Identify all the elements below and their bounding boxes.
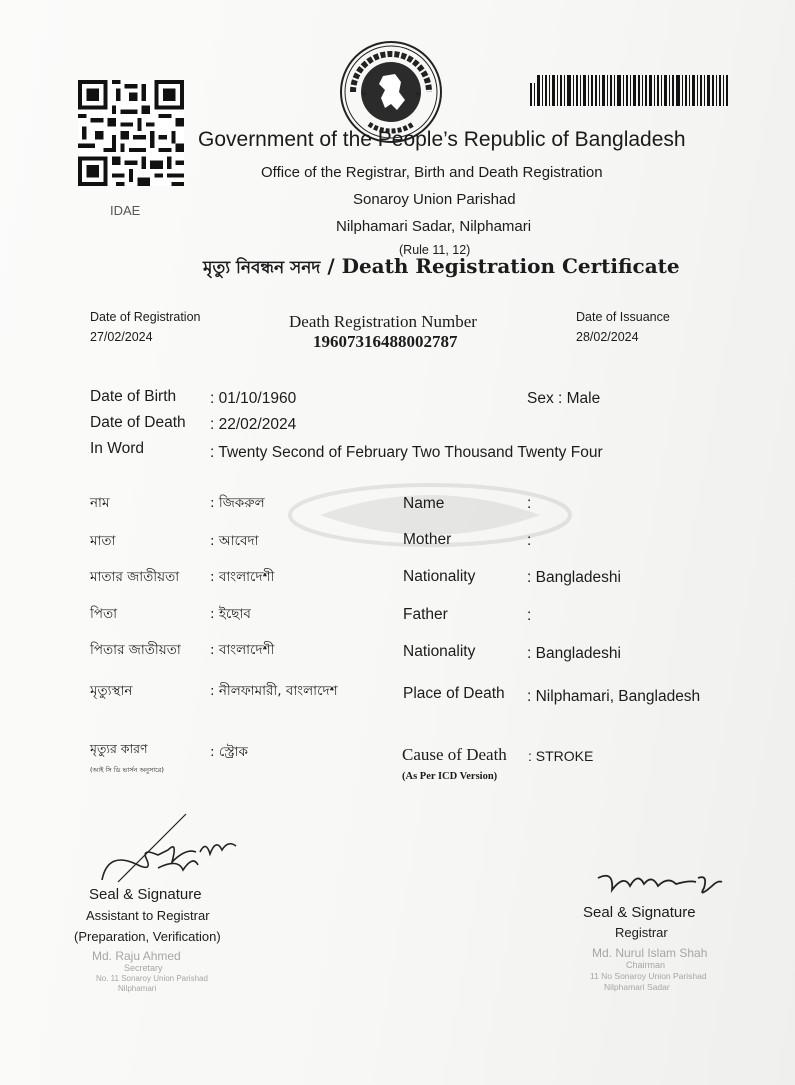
dob-label: Date of Birth xyxy=(90,388,177,405)
father-nationality-bn-label: পিতার জাতীয়তা xyxy=(90,642,181,658)
svg-text:★: ★ xyxy=(415,90,422,98)
qr-label: IDAE xyxy=(110,203,141,218)
name-en-value: : xyxy=(527,495,532,512)
left-stamp-name: Md. Raju Ahmed xyxy=(92,949,181,963)
right-stamp-title: Chairman xyxy=(626,960,666,970)
mother-nationality-en-value: : Bangladeshi xyxy=(527,569,621,586)
assistant-signature-icon xyxy=(98,810,248,888)
date-of-registration-label: Date of Registration xyxy=(90,310,201,324)
left-stamp-place: Nilphamari xyxy=(118,984,157,993)
date-of-issuance-label: Date of Issuance xyxy=(576,310,670,324)
place-of-death-bn-value: : নীলফামারী, বাংলাদেশ xyxy=(210,683,338,699)
registrar-signature-icon xyxy=(594,864,726,902)
cause-bn-label: মৃত্যুর কারণ xyxy=(90,741,148,756)
certificate-title-bn: মৃত্যু নিবন্ধন সনদ xyxy=(203,258,321,278)
mother-bn-label: মাতা xyxy=(90,533,116,549)
place-of-death-bn-label: মৃত্যুস্থান xyxy=(90,683,133,699)
mother-bn-value: : আবেদা xyxy=(210,533,259,549)
mother-nationality-en-label: Nationality xyxy=(403,568,476,585)
office-title: Office of the Registrar, Birth and Death Registration xyxy=(261,164,603,181)
name-bn-label: নাম xyxy=(90,495,110,511)
mother-en-value: : xyxy=(527,532,532,549)
left-role: Assistant to Registrar xyxy=(86,908,210,923)
rule-reference: (Rule 11, 12) xyxy=(399,243,471,257)
location-name: Nilphamari Sadar, Nilphamari xyxy=(336,218,532,235)
name-bn-value: : জিকরুল xyxy=(210,495,265,511)
right-seal-label: Seal & Signature xyxy=(583,904,696,921)
sex-value: Sex : Male xyxy=(527,390,601,407)
date-of-issuance-value: 28/02/2024 xyxy=(576,330,639,344)
dod-label: Date of Death xyxy=(90,414,186,431)
barcode-icon xyxy=(530,75,728,106)
registration-number-label: Death Registration Number xyxy=(289,312,477,331)
left-role-detail: (Preparation, Verification) xyxy=(74,929,221,944)
cause-en-note: (As Per ICD Version) xyxy=(402,771,498,782)
father-nationality-bn-value: : বাংলাদেশী xyxy=(210,642,275,658)
place-of-death-en-value: : Nilphamari, Bangladesh xyxy=(527,688,701,705)
union-name: Sonaroy Union Parishad xyxy=(353,191,516,208)
cause-en-value: : STROKE xyxy=(528,748,594,764)
right-role: Registrar xyxy=(615,925,668,940)
left-seal-label: Seal & Signature xyxy=(89,886,202,903)
certificate-title xyxy=(203,254,680,283)
mother-nationality-bn-value: : বাংলাদেশী xyxy=(210,569,275,585)
in-word-label: In Word xyxy=(90,440,144,457)
left-stamp-title: Secretary xyxy=(124,963,163,973)
certificate-title-sep: / xyxy=(327,254,335,278)
father-bn-value: : ইছোব xyxy=(210,606,251,622)
registration-number-value: 19607316488002787 xyxy=(313,332,458,351)
left-stamp-org: No. 11 Sonaroy Union Parishad xyxy=(96,974,208,983)
qr-code-icon xyxy=(78,80,184,186)
father-bn-label: পিতা xyxy=(90,606,118,622)
mother-en-label: Mother xyxy=(403,531,452,548)
government-title: Government of the People’s Republic of Bangladesh xyxy=(198,128,686,151)
cause-en-label: Cause of Death xyxy=(402,745,507,764)
dob-value: : 01/10/1960 xyxy=(210,390,297,407)
father-nationality-en-value: : Bangladeshi xyxy=(527,645,621,662)
svg-text:★: ★ xyxy=(361,90,368,98)
right-stamp-place: Nilphamari Sadar xyxy=(604,982,670,992)
mother-nationality-bn-label: মাতার জাতীয়তা xyxy=(90,569,180,585)
name-en-label: Name xyxy=(403,495,445,512)
right-stamp-name: Md. Nurul Islam Shah xyxy=(592,946,708,960)
cause-bn-note: (আই সি ডি ভার্সন অনুসারে) xyxy=(90,766,164,774)
father-en-value: : xyxy=(527,607,532,624)
right-stamp-org: 11 No Sonaroy Union Parishad xyxy=(590,971,707,981)
dod-value: : 22/02/2024 xyxy=(210,416,297,433)
place-of-death-en-label: Place of Death xyxy=(403,685,505,702)
father-nationality-en-label: Nationality xyxy=(403,643,476,660)
date-of-registration-value: 27/02/2024 xyxy=(90,330,153,344)
certificate-title-en: Death Registration Certificate xyxy=(341,254,680,278)
in-word-value: : Twenty Second of February Two Thousand Twenty Four xyxy=(210,444,603,461)
father-en-label: Father xyxy=(403,606,448,623)
cause-bn-value: : স্ট্রোক xyxy=(210,744,248,760)
